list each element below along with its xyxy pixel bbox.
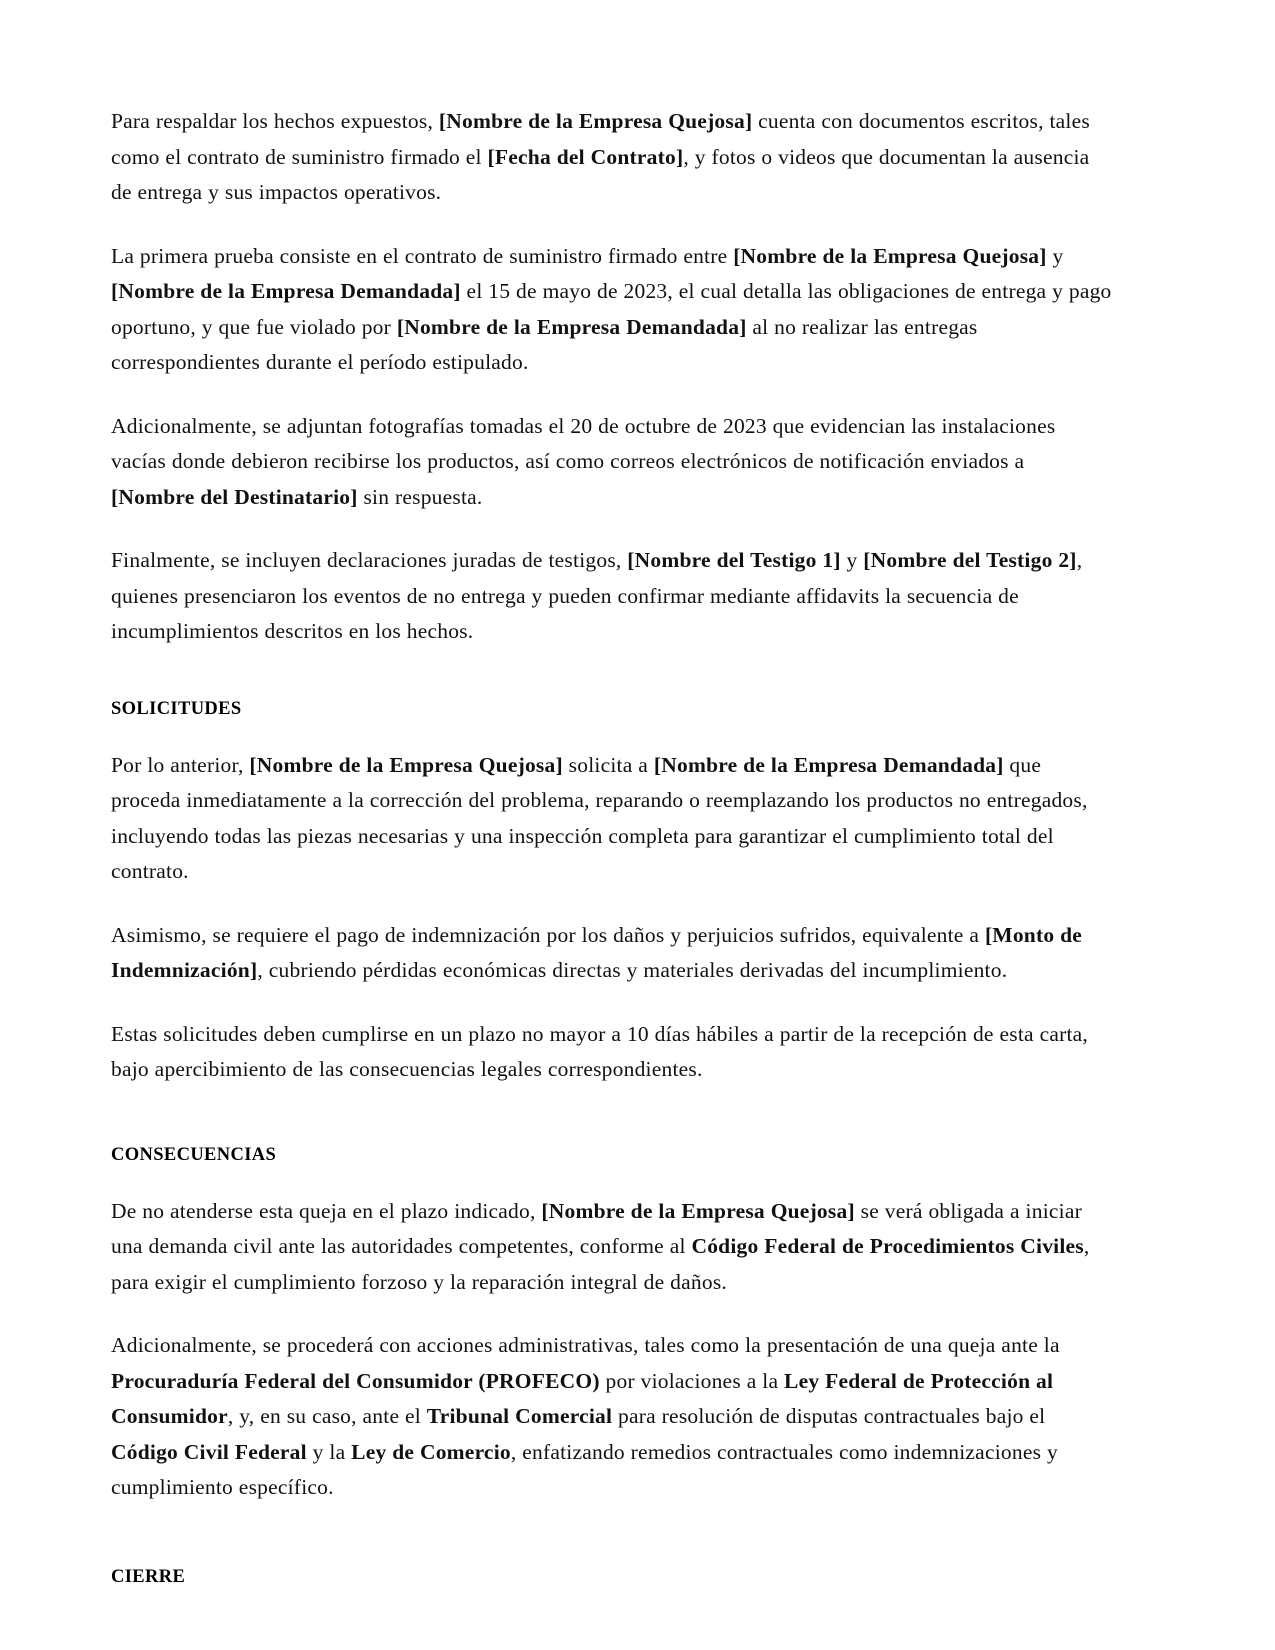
paragraph-evidence-intro	[111, 104, 1113, 211]
text-run: Finalmente, se incluyen declaraciones juradas de testigos,	[111, 548, 628, 572]
text-run-bold: [Nombre del Destinatario]	[111, 484, 358, 509]
paragraph-request-compensation	[111, 918, 1113, 989]
text-run: solicita a	[562, 752, 654, 777]
text-run: Para respaldar los hechos expuestos,	[111, 109, 439, 133]
text-run: Asimismo, se requiere el pago de indemnización por los daños y perjuicios sufridos, equivalente a	[111, 922, 985, 947]
evidence-section	[111, 104, 1113, 650]
text-run-bold: [Nombre de la Empresa Quejosa]	[541, 1198, 855, 1223]
section-spacer-consequences	[111, 1088, 1113, 1142]
text-run: , y fotos o videos que documentan la ausencia de entrega y sus impactos operativos.	[111, 144, 1090, 204]
text-run-bold: [Nombre de la Empresa Demandada]	[396, 314, 747, 339]
document-body	[111, 104, 1113, 1590]
text-run: Adicionalmente, se procederá con acciones administrativas, tales como la presentación de una queja ante la	[111, 1333, 1060, 1357]
text-run: , cubriendo pérdidas económicas directas y materiales derivadas del incumplimiento.	[257, 958, 1008, 982]
consequences-section	[111, 1142, 1113, 1506]
heading-solicitudes: SOLICITUDES	[111, 698, 242, 719]
text-run: cuenta con documentos escritos, tales como el contrato de suministro firmado el	[111, 109, 1090, 169]
text-run: por violaciones a la	[599, 1368, 785, 1393]
text-run: sin respuesta.	[357, 484, 483, 509]
text-run: De no atenderse esta queja en el plazo indicado,	[111, 1198, 542, 1223]
paragraph-request-deadline	[111, 1017, 1113, 1088]
text-run: para resolución de disputas contractuales bajo el	[612, 1404, 1046, 1428]
text-run-bold: [Nombre de la Empresa Demandada]	[653, 752, 1004, 777]
text-run: Por lo anterior,	[111, 752, 250, 777]
text-run: y	[1046, 243, 1064, 268]
text-run: , para exigir el cumplimiento forzoso y la reparación integral de daños.	[111, 1234, 1090, 1294]
text-run-bold: Tribunal Comercial	[426, 1404, 613, 1428]
text-run-bold: Código Civil Federal	[111, 1439, 307, 1464]
text-run-bold: [Nombre del Testigo 2]	[863, 548, 1077, 572]
text-run-bold: Procuraduría Federal del Consumidor (PROFECO)	[111, 1368, 600, 1393]
paragraph-consequence-civil-suit	[111, 1194, 1113, 1301]
text-run-bold: Ley de Comercio	[351, 1439, 511, 1464]
text-run: y la	[306, 1439, 352, 1464]
text-run-bold: [Nombre del Testigo 1]	[627, 548, 841, 572]
section-spacer-requests	[111, 650, 1113, 696]
text-run-bold: [Monto de Indemnización]	[111, 922, 1083, 982]
text-run: , quienes presenciaron los eventos de no entrega y pueden confirmar mediante affidavits la secuencia de incumplimientos descritos en los hechos.	[111, 548, 1083, 643]
paragraph-request-correction	[111, 748, 1113, 890]
requests-section	[111, 696, 1113, 1088]
text-run-bold: [Nombre de la Empresa Demandada]	[111, 279, 461, 303]
text-run: Adicionalmente, se adjuntan fotografías tomadas el 20 de octubre de 2023 que evidencian las instalaciones vacías donde debieron recibirse los productos, así como correos electrónicos de notificación enviados a	[111, 413, 1056, 473]
paragraph-evidence-photos	[111, 409, 1113, 516]
heading-consecuencias: CONSECUENCIAS	[111, 1144, 277, 1165]
text-run-bold: Código Federal de Procedimientos Civiles	[691, 1234, 1084, 1258]
text-run: se verá obligada a iniciar una demanda civil ante las autoridades competentes, conforme al	[111, 1198, 1082, 1258]
closing-section	[111, 1564, 1113, 1590]
text-run: Estas solicitudes deben cumplirse en un plazo no mayor a 10 días hábiles a partir de la recepción de esta carta, bajo apercibimiento de las consecuencias legales correspondientes.	[111, 1021, 1089, 1081]
text-run-bold: [Nombre de la Empresa Quejosa]	[438, 109, 753, 133]
text-run: y	[840, 548, 864, 572]
section-spacer-closing	[111, 1506, 1113, 1564]
text-run: que proceda inmediatamente a la corrección del problema, reparando o reemplazando los productos no entregados, incluyendo todas las piezas necesarias y una inspección completa para garantizar el cumplimiento total del contrato.	[111, 752, 1088, 883]
text-run: el 15 de mayo de 2023, el cual detalla las obligaciones de entrega y pago oportuno, y que fue violado por	[111, 279, 1112, 339]
paragraph-consequence-administrative	[111, 1328, 1113, 1506]
text-run: La primera prueba consiste en el contrato de suministro firmado entre	[111, 243, 734, 268]
text-run-bold: Ley Federal de Protección al Consumidor	[111, 1368, 1054, 1428]
paragraph-evidence-witnesses	[111, 543, 1113, 650]
text-run-bold: [Nombre de la Empresa Quejosa]	[733, 243, 1047, 268]
paragraph-evidence-first-proof	[111, 239, 1113, 381]
heading-cierre: CIERRE	[111, 1566, 186, 1587]
text-run: al no realizar las entregas correspondientes durante el período estipulado.	[111, 314, 978, 374]
text-run: , enfatizando remedios contractuales como indemnizaciones y cumplimiento específico.	[111, 1439, 1058, 1499]
text-run: , y, en su caso, ante el	[227, 1404, 427, 1428]
text-run-bold: [Fecha del Contrato]	[487, 144, 684, 169]
text-run-bold: [Nombre de la Empresa Quejosa]	[249, 752, 563, 777]
